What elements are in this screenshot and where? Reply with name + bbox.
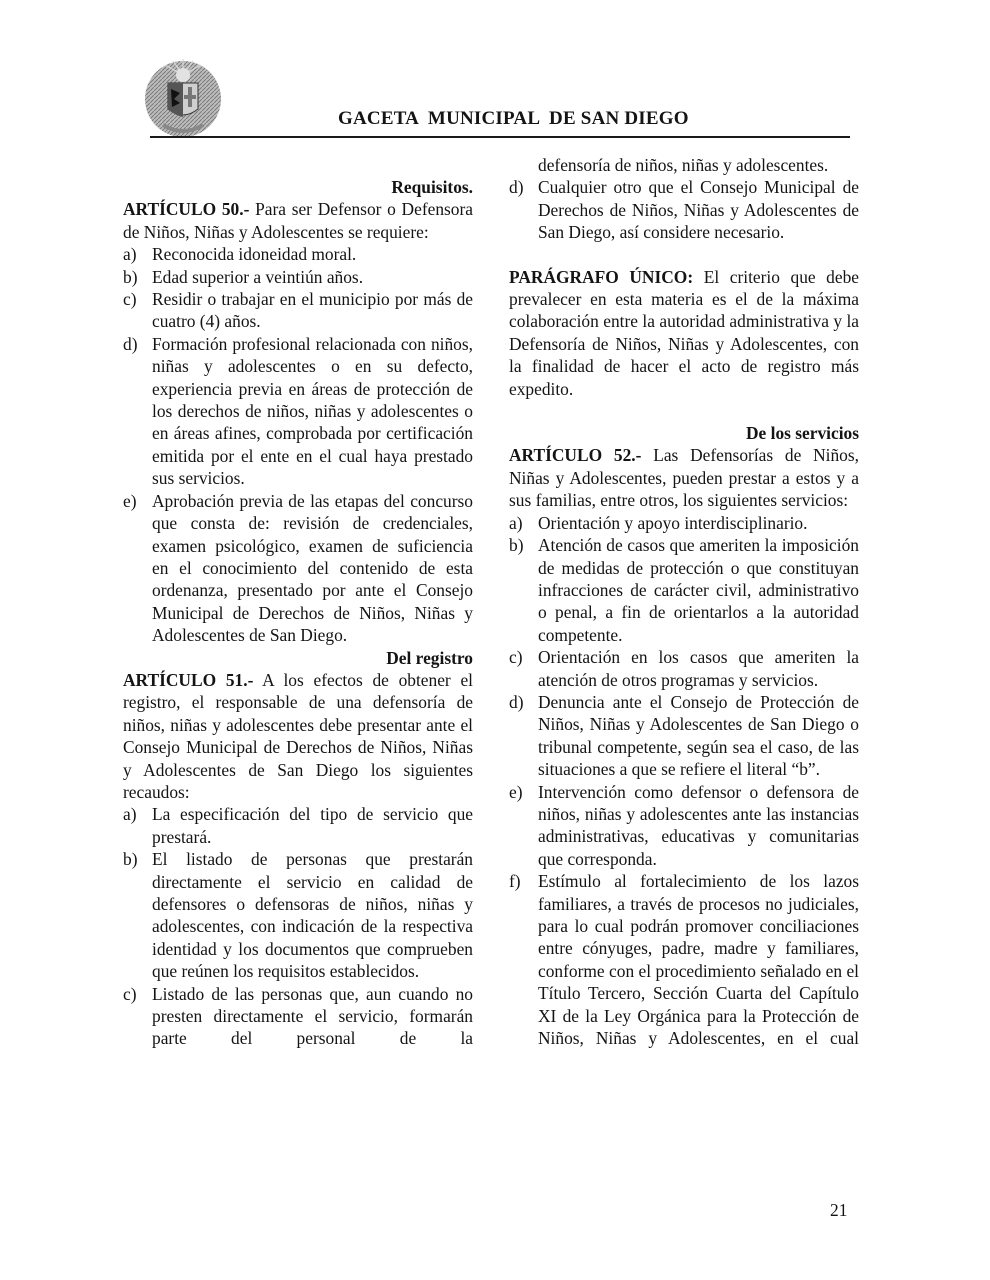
- item-label: b): [123, 266, 138, 287]
- item-text: Aprobación previa de las etapas del concurso que consta de: revisión de credenciales, examen psicológico, examen de suficiencia en el conocimiento del contenido de esta ordenanza, presentado por ante el Consejo Municipal de Derechos de Niños, Niñas y Adolescentes de San Diego.: [152, 490, 473, 646]
- item-label: d): [509, 691, 524, 712]
- item-label: d): [509, 177, 524, 198]
- article-50-intro: [123, 198, 473, 243]
- list-item: [123, 803, 473, 848]
- item-text: Residir o trabajar en el municipio por más de cuatro (4) años.: [152, 289, 473, 332]
- list-item: [123, 243, 473, 265]
- list-item: [509, 534, 859, 646]
- list-item: [123, 333, 473, 490]
- item-label: f): [509, 871, 521, 892]
- list-item: [509, 646, 859, 691]
- article-50-text: Para ser Defensor o Defensora de Niños, Niñas y Adolescentes se requiere:: [123, 199, 474, 242]
- item-label: b): [509, 535, 524, 556]
- list-item: [123, 983, 473, 1050]
- item-label: a): [123, 804, 137, 825]
- list-item: [509, 176, 859, 243]
- item-text: Formación profesional relacionada con niños, niñas y adolescentes o en su defecto, experiencia previa en áreas de protección de los derechos de niños, niñas y adolescentes o en áreas afines, comprobada por certificación emitida por el ente en el cual haya prestado sus servicios.: [152, 333, 473, 489]
- item-text: Reconocida idoneidad moral.: [152, 244, 357, 265]
- right-column: [509, 154, 859, 1049]
- item-text: Atención de casos que ameriten la imposición de medidas de protección o que constituyan infracciones de carácter civil, administrativo o penal, a fin de orientarlos a la autoridad competente.: [538, 535, 859, 645]
- section-heading-servicios: De los servicios: [745, 423, 859, 444]
- item-text: Listado de las personas que, aun cuando no presten directamente el servicio, formarán parte del personal de la: [152, 983, 473, 1049]
- section-heading-registro: Del registro: [386, 647, 473, 668]
- item-c-continuation: defensoría de niños, niñas y adolescentes.: [538, 155, 829, 175]
- paragrafo-label: PARÁGRAFO ÚNICO:: [509, 266, 694, 287]
- left-column: [123, 176, 473, 1050]
- item-label: c): [123, 983, 137, 1004]
- page-number: 21: [830, 1200, 848, 1220]
- list-item: [509, 870, 859, 1049]
- spacer: [509, 400, 859, 422]
- item-label: e): [509, 781, 523, 802]
- item-text: Orientación y apoyo interdisciplinario.: [538, 512, 808, 533]
- item-label: b): [123, 849, 138, 870]
- article-51-intro: [123, 669, 473, 803]
- item-text: Edad superior a veintiún años.: [152, 266, 364, 287]
- article-51-text: A los efectos de obtener el registro, el responsable de una defensoría de niños, niñas y adolescentes debe presentar ante el Consejo Municipal de Derechos de Niños, Niñas y Adolescentes de San Diego los siguientes recaudos:: [123, 669, 473, 802]
- item-label: a): [509, 512, 523, 533]
- list-item: [123, 266, 473, 288]
- item-text: Orientación en los casos que ameriten la atención de otros programas y servicios.: [538, 647, 859, 690]
- list-item: [123, 490, 473, 647]
- list-item: [123, 848, 473, 982]
- paragrafo-text: El criterio que debe prevalecer en esta materia es el de la máxima colaboración entre la autoridad administrativa y la Defensoría de Niños, Niñas y Adolescentes, con la finalidad de hacer el acto de registro más expedito.: [509, 266, 859, 399]
- gazette-title: GACETA MUNICIPAL DE SAN DIEGO: [338, 108, 689, 129]
- item-text: Intervención como defensor o defensora de niños, niñas y adolescentes ante las instancias administrativas, educativas y comunitarias que corresponda.: [538, 781, 859, 869]
- page-header: [0, 0, 990, 140]
- article-52-label: ARTÍCULO 52.-: [509, 445, 642, 466]
- section-heading-requisitos: Requisitos.: [391, 177, 473, 197]
- paragrafo-unico: [509, 266, 859, 400]
- item-text: Cualquier otro que el Consejo Municipal de Derechos de Niños, Niñas y Adolescentes de San Diego, así considere necesario.: [538, 177, 859, 243]
- item-text: El listado de personas que prestarán directamente el servicio en calidad de defensores o defensoras de niños, niñas y adolescentes, con indicación de la respectiva identidad y los documentos que comprueben que reúnen los requisitos establecidos.: [152, 849, 473, 982]
- coat-of-arms-icon: [138, 55, 228, 139]
- list-item: [123, 288, 473, 333]
- spacer: [509, 244, 859, 266]
- item-text: Denuncia ante el Consejo de Protección de Niños, Niñas y Adolescentes de San Diego o tribunal competente, según sea el caso, de las situaciones a que se refiere el literal “b”.: [538, 691, 859, 780]
- item-label: a): [123, 244, 137, 265]
- item-text: La especificación del tipo de servicio que prestará.: [152, 804, 473, 847]
- article-52-text: Las Defensorías de Niños, Niñas y Adolescentes, pueden prestar a estos y a sus familias, entre otros, los siguientes servicios:: [509, 445, 859, 511]
- list-item: [509, 512, 859, 534]
- list-item: [509, 691, 859, 781]
- article-51-label: ARTÍCULO 51.-: [123, 669, 254, 690]
- article-52-intro: [509, 444, 859, 511]
- item-label: c): [509, 647, 523, 668]
- item-text: Estímulo al fortalecimiento de los lazos familiares, a través de procesos no judiciales, para lo cual podrán promover conciliaciones entre cónyuges, padre, madre y familiares, conforme con el procedimiento señalado en el Título Tercero, Sección Cuarta del Capítulo XI de la Ley Orgánica para la Protección de Niños, Niñas y Adolescentes, en el cual: [538, 871, 859, 1049]
- item-label: d): [123, 333, 138, 354]
- list-item: [509, 781, 859, 871]
- item-label: c): [123, 289, 137, 310]
- item-label: e): [123, 490, 137, 511]
- header-divider: [150, 136, 850, 138]
- article-50-label: ARTÍCULO 50.-: [123, 199, 250, 220]
